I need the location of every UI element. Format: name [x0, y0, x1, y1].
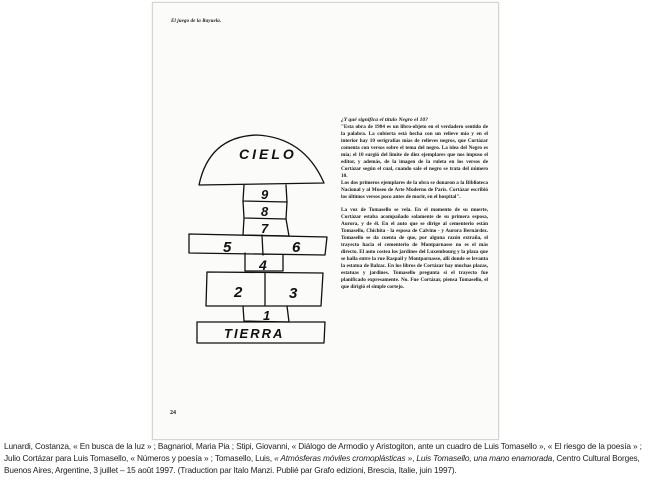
cell-1-label: 1: [263, 308, 271, 323]
tierra-label: TIERRA: [224, 326, 285, 341]
hopscotch-drawing: [179, 125, 329, 375]
cell-8-label: 8: [261, 204, 269, 219]
cell-4-label: 4: [259, 257, 267, 273]
page-number: 24: [170, 410, 176, 416]
cell-5-label: 5: [223, 239, 232, 256]
caption-italic-title: Luis Tomasello, una mano enamorada: [416, 453, 553, 463]
caption-italic-title: « Atmósferas móviles cromoplásticas »: [274, 453, 413, 463]
cell-2-label: 2: [234, 284, 243, 301]
cell-outline-2-3: [206, 272, 323, 306]
cielo-label: CIELO: [239, 146, 297, 162]
book-page: [152, 2, 499, 440]
cell-9-label: 9: [261, 187, 269, 202]
cell-6-label: 6: [292, 239, 301, 256]
caption-text: Lunardi, Costanza, « En busca de la luz » ; Bagnariol, Maria Pia ; Stipi, Giovanni, « Diálogo de Armodio y Aristogiton, ante un cuadro de Luis Tomasello », « El riesgo de la poesía » ; Julio Cortázar para Luis Tomasello, « Números y poesía » ; Tomasello, Luis,: [4, 441, 642, 463]
cell-3-label: 3: [289, 285, 298, 302]
text-column: [341, 117, 488, 291]
caption-text: ,: [412, 453, 417, 463]
caption-text: , Centro Cultural Borges, Buenos Aires, Argentine, 3 juillet – 15 août 1997. (Traduction par Italo Manzi. Publié par Grafo edizioni, Brescia, Italie, juin 1997).: [4, 453, 640, 475]
cell-7-label: 7: [261, 221, 269, 236]
section-title: ¿Y qué significa el título Negro el 10?: [341, 117, 428, 123]
running-head: El juego de la Rayuela.: [171, 19, 222, 24]
paragraph: La voz de Tomasello se vela. En el momento de su muerte, Cortázar estaba acompañado solamente de su primera esposa, Aurora, y de él. En el auto que se dirige al cementerio están Tomasello, Chichita - la esposa de Calvino - y Aurora Bernárdez. Tomasello se da cuenta de que, por alguna razón extraña, el trayecto hacia el cementerio de Montparnasse no es el más directo. El auto costea los jardines del Luxembourg y la plaza que se halla entre la rue Raspail y Montparnasse, allí donde se levanta la estatua de Balzac. En los libros de Cortázar hay muchas plazas, estatuas y jardines. Tomasello pregunta si el trayecto fue planificado expresamente. No. Fue Cortázar, piensa Tomasello, el que dirigió el simple cortejo.: [341, 207, 488, 290]
cell-outline-5-6: [189, 234, 327, 255]
paragraph: "Esta obra de 1984 es un libro-objeto en el verdadero sentido de la palabra. La cubierta está hecha con un relieve mío y en el interior hay 10 serigrafías mías de relieves negros, que Cortázar comenta con versos sobre el tema del negro. La idea del Negro es mía; el 10 surgió del límite de diez ejemplares que nos impuso el editor, y además, de la imagen de la ruleta en los versos de Cortázar según el cual, cuando sale el negro se trata del número 10.: [341, 124, 488, 179]
image-caption: [4, 440, 648, 476]
paragraph: Los dos primeros ejemplares de la obra se donaron a la Biblioteca Nacional y al Museo de Arte Moderno de París. Cortázar escribió los últimos versos poco antes de morir, en el hospital".: [341, 180, 488, 200]
